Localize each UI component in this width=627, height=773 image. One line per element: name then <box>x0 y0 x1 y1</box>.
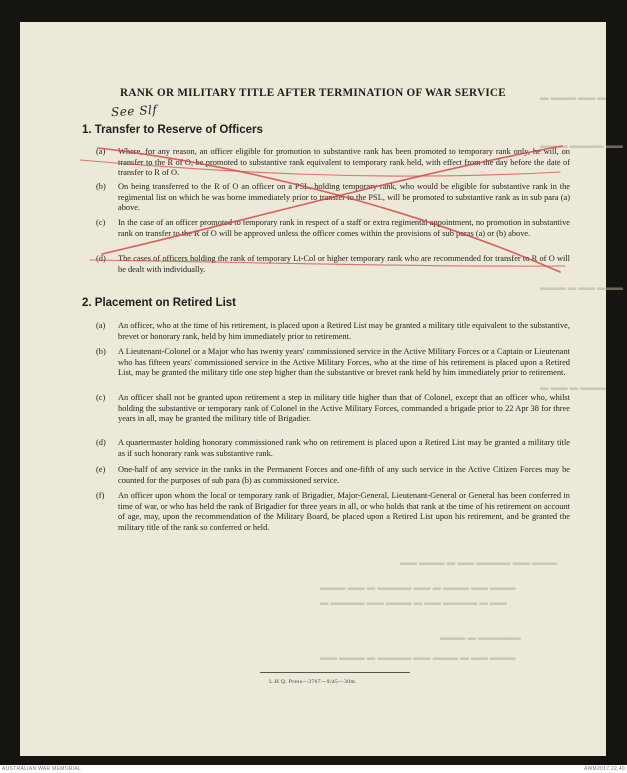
item-label: (b) <box>96 182 106 191</box>
document-title: RANK OR MILITARY TITLE AFTER TERMINATION OF WAR SERVICE <box>120 87 506 99</box>
item-text: On being transferred to the R of O an officer on a PSL, holding temporary rank, who would be eligible for substantive rank in the regimental list on which he was borne immediately prior to transfer to the PSL, will be promoted to substantive rank as in sub para (a) above. <box>118 182 570 213</box>
item-text: A quartermaster holding honorary commissioned rank who on retirement is placed upon a Retired List may be granted a military title as if such honorary rank was substantive rank. <box>118 438 570 458</box>
footer-credit: AUSTRALIAN WAR MEMORIAL <box>2 766 82 772</box>
section-heading-retired: 2. Placement on Retired List <box>82 297 237 309</box>
strike-line-3 <box>80 160 560 176</box>
item-label: (a) <box>96 147 106 156</box>
strike-line-4 <box>90 260 565 266</box>
item-text: Where, for any reason, an officer eligible for promotion to substantive rank has been promoted to temporary rank only, he will, on transfer to the R of O, be promoted to substantive rank equivalent to temporary rank held, with effect from the day before the date of transfer to R of O. <box>118 147 570 178</box>
item-label: (c) <box>96 218 106 227</box>
document-page: ▬ ▬▬▬ ▬▬ ▬ ▬▬ ▬ ▬▬▬▬ ▬▬ ▬▬▬ ▬ ▬▬ ▬▬▬ ▬ ▬▬ ▬ ▬▬▬ ▬▬ ▬▬▬ ▬ ▬▬ ▬▬▬▬ ▬▬ ▬▬▬ ▬▬▬ ▬▬ ▬ ▬▬▬▬ ▬▬ ▬ ▬▬▬ ▬▬ ▬▬▬ ▬ ▬▬▬▬ ▬▬ ▬▬▬ ▬ ▬▬ ▬▬▬▬ ▬ ▬▬ ▬▬▬ ▬ ▬▬▬▬▬ ▬▬ ▬▬▬ ▬ ▬▬▬▬ ▬▬ ▬▬▬ ▬ ▬▬ ▬▬▬ RANK OR MILITARY TITLE AFTER TERMINATION OF WAR SERVICE See Slf 1. Transfer to Reserve of Officers (a) Where, for any reason, an officer eligible for promotion to substantive rank has been promoted to temporary rank only, he will, on transfer to the R of O, be promoted to substantive rank equivalent to temporary rank held, with effect from the day before the date of transfer to R of O. (b) On being transferred to the R of O an officer on a PSL, holding temporary rank, who would be eligible for substantive rank in the regimental list on which he was borne immediately prior to transfer to the PSL, will be promoted to substantive rank as in sub para (a) above. (c) In the case of an officer promoted to temporary rank in respect of a staff or extra regimental appointment, no promotion in substantive rank on transfer to the R of O will be approved unless the officer comes within the provisions of sub paras (a) or (b) above. (d) The cases of officers holding the rank of temporary Lt-Col or higher temporary rank who are recommended for transfer to R of O will be dealt with individually. 2. Placement on Retired List (a) An officer, who at the time of his retirement, is placed upon a Retired List may be granted a military title equivalent to the substantive, brevet or honorary rank, held by him immediately prior to retirement. (b) A Lieutenant-Colonel or a Major who has twenty years' commissioned service in the Active Military Forces or a Captain or Lieutenant who has fifteen years' commissioned service in the Active Military Forces, who at the time of his retirement is placed upon a Retired List, may be granted the military title one step higher than the substantive or brevet rank held by him immediately prior to retirement. (c) An officer shall not be granted upon retirement a step in military title higher than that of Colonel, except that an officer who, whilst holding the substantive or temporary rank of Colonel in the Active Military Forces, commanded a brigade prior to 22 Apr 38 for three years in all, may be granted the military title of Brigadier. (d) A quartermaster holding honorary commissioned rank who on retirement is placed upon a Retired List may be granted a military title as if such honorary rank was substantive rank. (e) One-half of any service in the ranks in the Permanent Forces and one-fifth of any such service in the Active Citizen Forces may be counted for the purposes of sub para (b) as commissioned service. (f) An officer upon whom the local or temporary rank of Brigadier, Major-General, Lieutenant-General or General has been conferred in time of war, or who has held the rank of Brigadier for three years in all, or who holds that rank at the time of his retirement on account of age, may, upon the recommendation of the Military Board, be placed upon a Retired List upon his retirement, and be granted the military title of the rank so conferred or held. L.H.Q. Press—3767—9/45—30m. <box>20 22 606 756</box>
strike-lines <box>80 146 565 272</box>
printer-imprint: L.H.Q. Press—3767—9/45—30m. <box>269 679 357 685</box>
item-label: (d) <box>96 254 106 263</box>
red-strikethrough-marks <box>20 22 606 756</box>
section-heading-transfer: 1. Transfer to Reserve of Officers <box>82 124 263 136</box>
strike-line-2 <box>102 146 562 254</box>
item-label: (c) <box>96 393 106 402</box>
item-text: An officer upon whom the local or temporary rank of Brigadier, Major-General, Lieutenant-General or General has been conferred in time of war, or who has held the rank of Brigadier for three years in all, or who holds that rank at the time of his retirement on account of age, may, upon the recommendation of the Military Board, be placed upon a Retired List upon his retirement, and be granted the military title of the rank so conferred or held. <box>118 491 570 532</box>
printer-rule <box>260 672 410 673</box>
item-text: The cases of officers holding the rank of temporary Lt-Col or higher temporary rank who are recommended for transfer to R of O will be dealt with individually. <box>118 254 570 274</box>
item-label: (e) <box>96 465 106 474</box>
item-label: (b) <box>96 347 106 356</box>
item-label: (f) <box>96 491 105 500</box>
item-text: An officer shall not be granted upon retirement a step in military title higher than that of Colonel, except that an officer who, whilst holding the substantive or temporary rank of Colonel in the Active Military Forces, commanded a brigade prior to 22 Apr 38 for three years in all, may be granted the military title of Brigadier. <box>118 393 570 424</box>
item-label: (a) <box>96 321 106 330</box>
footer-reference: AWM2017.22.40 <box>584 766 625 772</box>
item-text: One-half of any service in the ranks in the Permanent Forces and one-fifth of any such service in the Active Citizen Forces may be counted for the purposes of sub para (b) as commissioned service. <box>118 465 570 485</box>
item-label: (d) <box>96 438 106 447</box>
item-text: An officer, who at the time of his retirement, is placed upon a Retired List may be granted a military title equivalent to the substantive, brevet or honorary rank, held by him immediately prior to retirement. <box>118 321 570 341</box>
item-text: A Lieutenant-Colonel or a Major who has twenty years' commissioned service in the Active Military Forces or a Captain or Lieutenant who has fifteen years' commissioned service in the Active Military Forces, who at the time of his retirement is placed upon a Retired List, may be granted the military title one step higher than the substantive or brevet rank held by him immediately prior to retirement. <box>118 347 570 378</box>
item-text: In the case of an officer promoted to temporary rank in respect of a staff or extra regimental appointment, no promotion in substantive rank on transfer to the R of O will be approved unless the officer comes within the provisions of sub paras (a) or (b) above. <box>118 218 570 238</box>
handwritten-annotation: See Slf <box>110 102 158 120</box>
